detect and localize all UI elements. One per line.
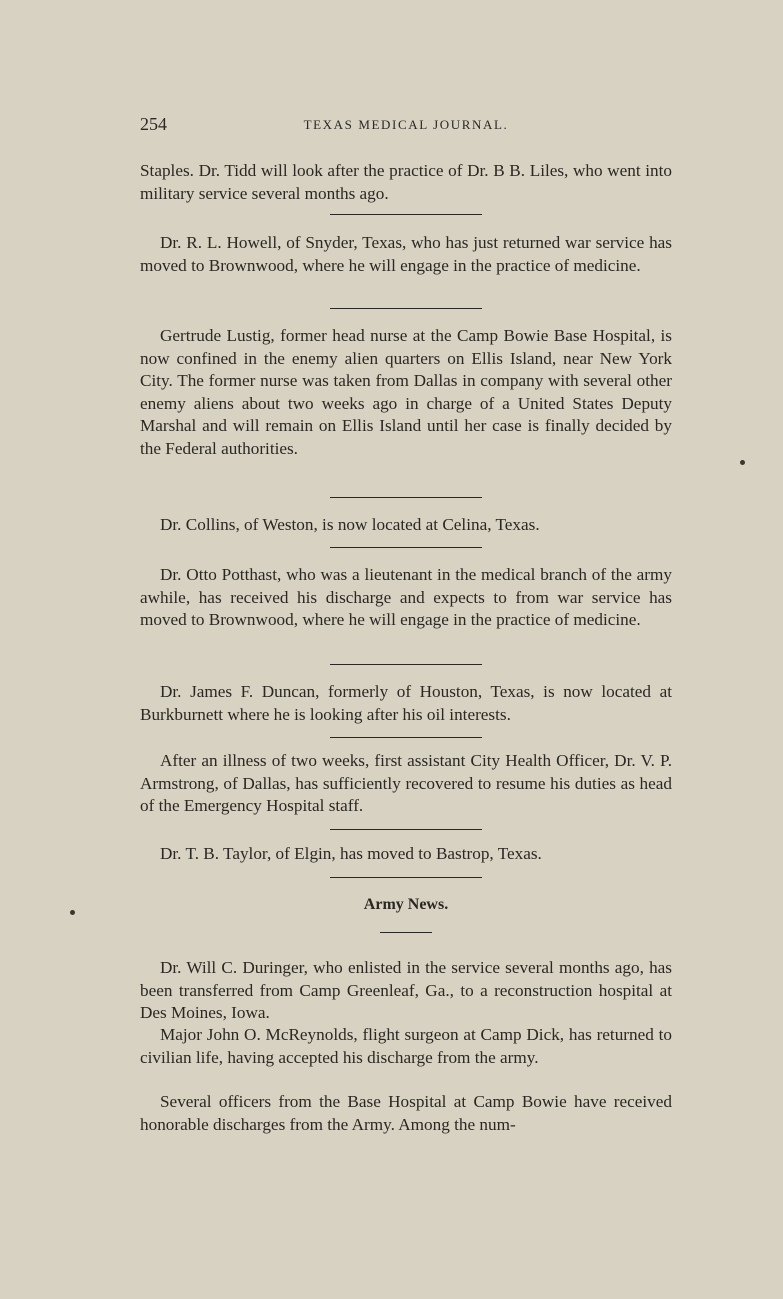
news-item-staples: Staples. Dr. Tidd will look after the practice of Dr. B B. Liles, who went into military service several months ago. [140,161,672,203]
article-column [140,0,672,1299]
news-item-howell: Dr. R. L. Howell, of Snyder, Texas, who has just returned war service has moved to Brownwood, where he will engage in the practice of medicine. [140,233,672,275]
news-item-armstrong: After an illness of two weeks, first assistant City Health Officer, Dr. V. P. Armstrong, of Dallas, has sufficiently recovered to resume his duties as head of the Emergency Hospital staff. [140,751,672,815]
separator-rule [330,214,482,215]
army-news-duringer: Dr. Will C. Duringer, who enlisted in the service several months ago, has been transferred from Camp Greenleaf, Ga., to a reconstruction hospital at Des Moines, Iowa. [140,958,672,1022]
running-head: TEXAS MEDICAL JOURNAL. [303,117,509,132]
separator-rule [330,547,482,548]
separator-rule [330,829,482,830]
news-item-potthast: Dr. Otto Potthast, who was a lieutenant in the medical branch of the army awhile, has received his discharge and expects to from war service has moved to Brownwood, where he will engage in the practice of medicine. [140,565,672,629]
print-speck [740,460,745,465]
heading-underline-rule [380,932,432,933]
separator-rule [330,308,482,309]
news-item-taylor: Dr. T. B. Taylor, of Elgin, has moved to Bastrop, Texas. [160,844,542,863]
separator-rule [330,664,482,665]
news-item-duncan: Dr. James F. Duncan, formerly of Houston, Texas, is now located at Burkburnett where he is looking after his oil interests. [140,682,672,724]
section-heading: Army News. [363,896,449,913]
page-number: 254 [140,114,167,134]
news-item-lustig: Gertrude Lustig, former head nurse at the Camp Bowie Base Hospital, is now confined in the enemy alien quarters on Ellis Island, near New York City. The former nurse was taken from Dallas in company with several other enemy aliens about two weeks ago in charge of a United States Deputy Marshal and will remain on Ellis Island until her case is finally decided by the Federal authorities. [140,326,672,458]
separator-rule [330,877,482,878]
separator-rule [330,497,482,498]
print-speck [70,910,75,915]
army-news-mcreynolds: Major John O. McReynolds, flight surgeon at Camp Dick, has returned to civilian life, having accepted his discharge from the army. [140,1025,672,1067]
army-news-base-hospital: Several officers from the Base Hospital at Camp Bowie have received honorable discharges from the Army. Among the num- [140,1092,672,1134]
news-item-collins: Dr. Collins, of Weston, is now located at Celina, Texas. [160,515,540,534]
separator-rule [330,737,482,738]
